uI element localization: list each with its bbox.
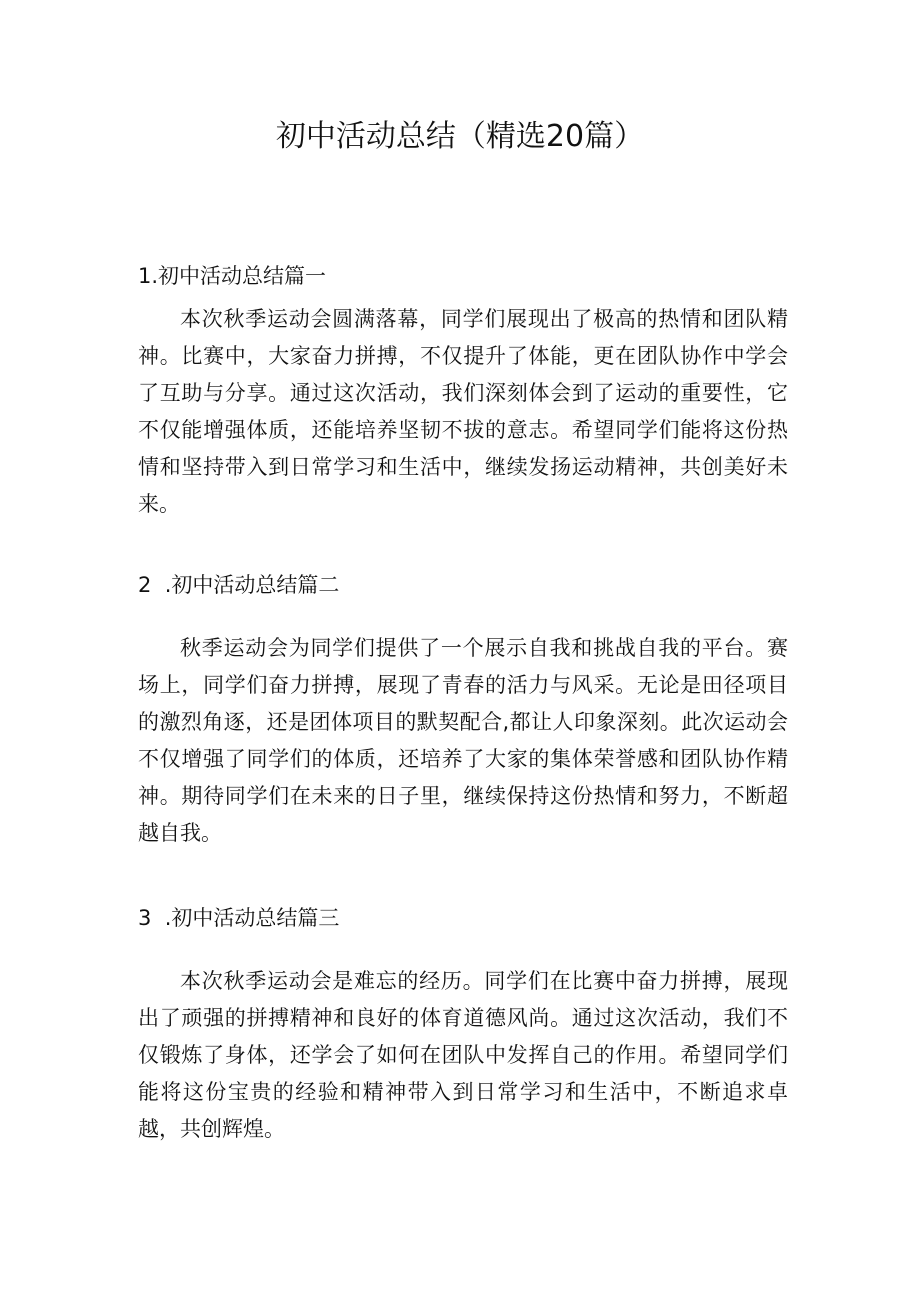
section-paragraph-2: 秋季运动会为同学们提供了一个展示自我和挑战自我的平台。赛场上，同学们奋力拼搏，展现了青春的活力与风采。无论是田径项目的激烈角逐，还是团体项目的默契配合,都让人印象深刻。此次运动会不仅增强了同学们的体质，还培养了大家的集体荣誉感和团队协作精神。期待同学们在未来的日子里，继续保持这份热情和努力，不断超越自我。 (138, 636, 788, 845)
document-title: 初中活动总结（精选20篇） (275, 119, 645, 154)
section-heading-3: 3 .初中活动总结篇三 (138, 906, 340, 930)
summary-section-1 (138, 261, 788, 523)
section-heading-2: 2 .初中活动总结篇二 (138, 573, 340, 597)
section-heading-1: 1.初中活动总结篇一 (138, 264, 327, 288)
summary-section-3 (138, 903, 788, 1148)
section-paragraph-3: 本次秋季运动会是难忘的经历。同学们在比赛中奋力拼搏，展现出了顽强的拼搏精神和良好的体育道德风尚。通过这次活动，我们不仅锻炼了身体，还学会了如何在团队中发挥自己的作用。希望同学们能将这份宝贵的经验和精神带入到日常学习和生活中，不断追求卓越，共创辉煌。 (138, 969, 788, 1141)
summary-section-2 (138, 570, 788, 852)
section-paragraph-1: 本次秋季运动会圆满落幕，同学们展现出了极高的热情和团队精神。比赛中，大家奋力拼搏，不仅提升了体能，更在团队协作中学会了互助与分享。通过这次活动，我们深刻体会到了运动的重要性，它不仅能增强体质，还能培养坚韧不拔的意志。希望同学们能将这份热情和坚持带入到日常学习和生活中，继续发扬运动精神，共创美好未来。 (138, 307, 788, 516)
